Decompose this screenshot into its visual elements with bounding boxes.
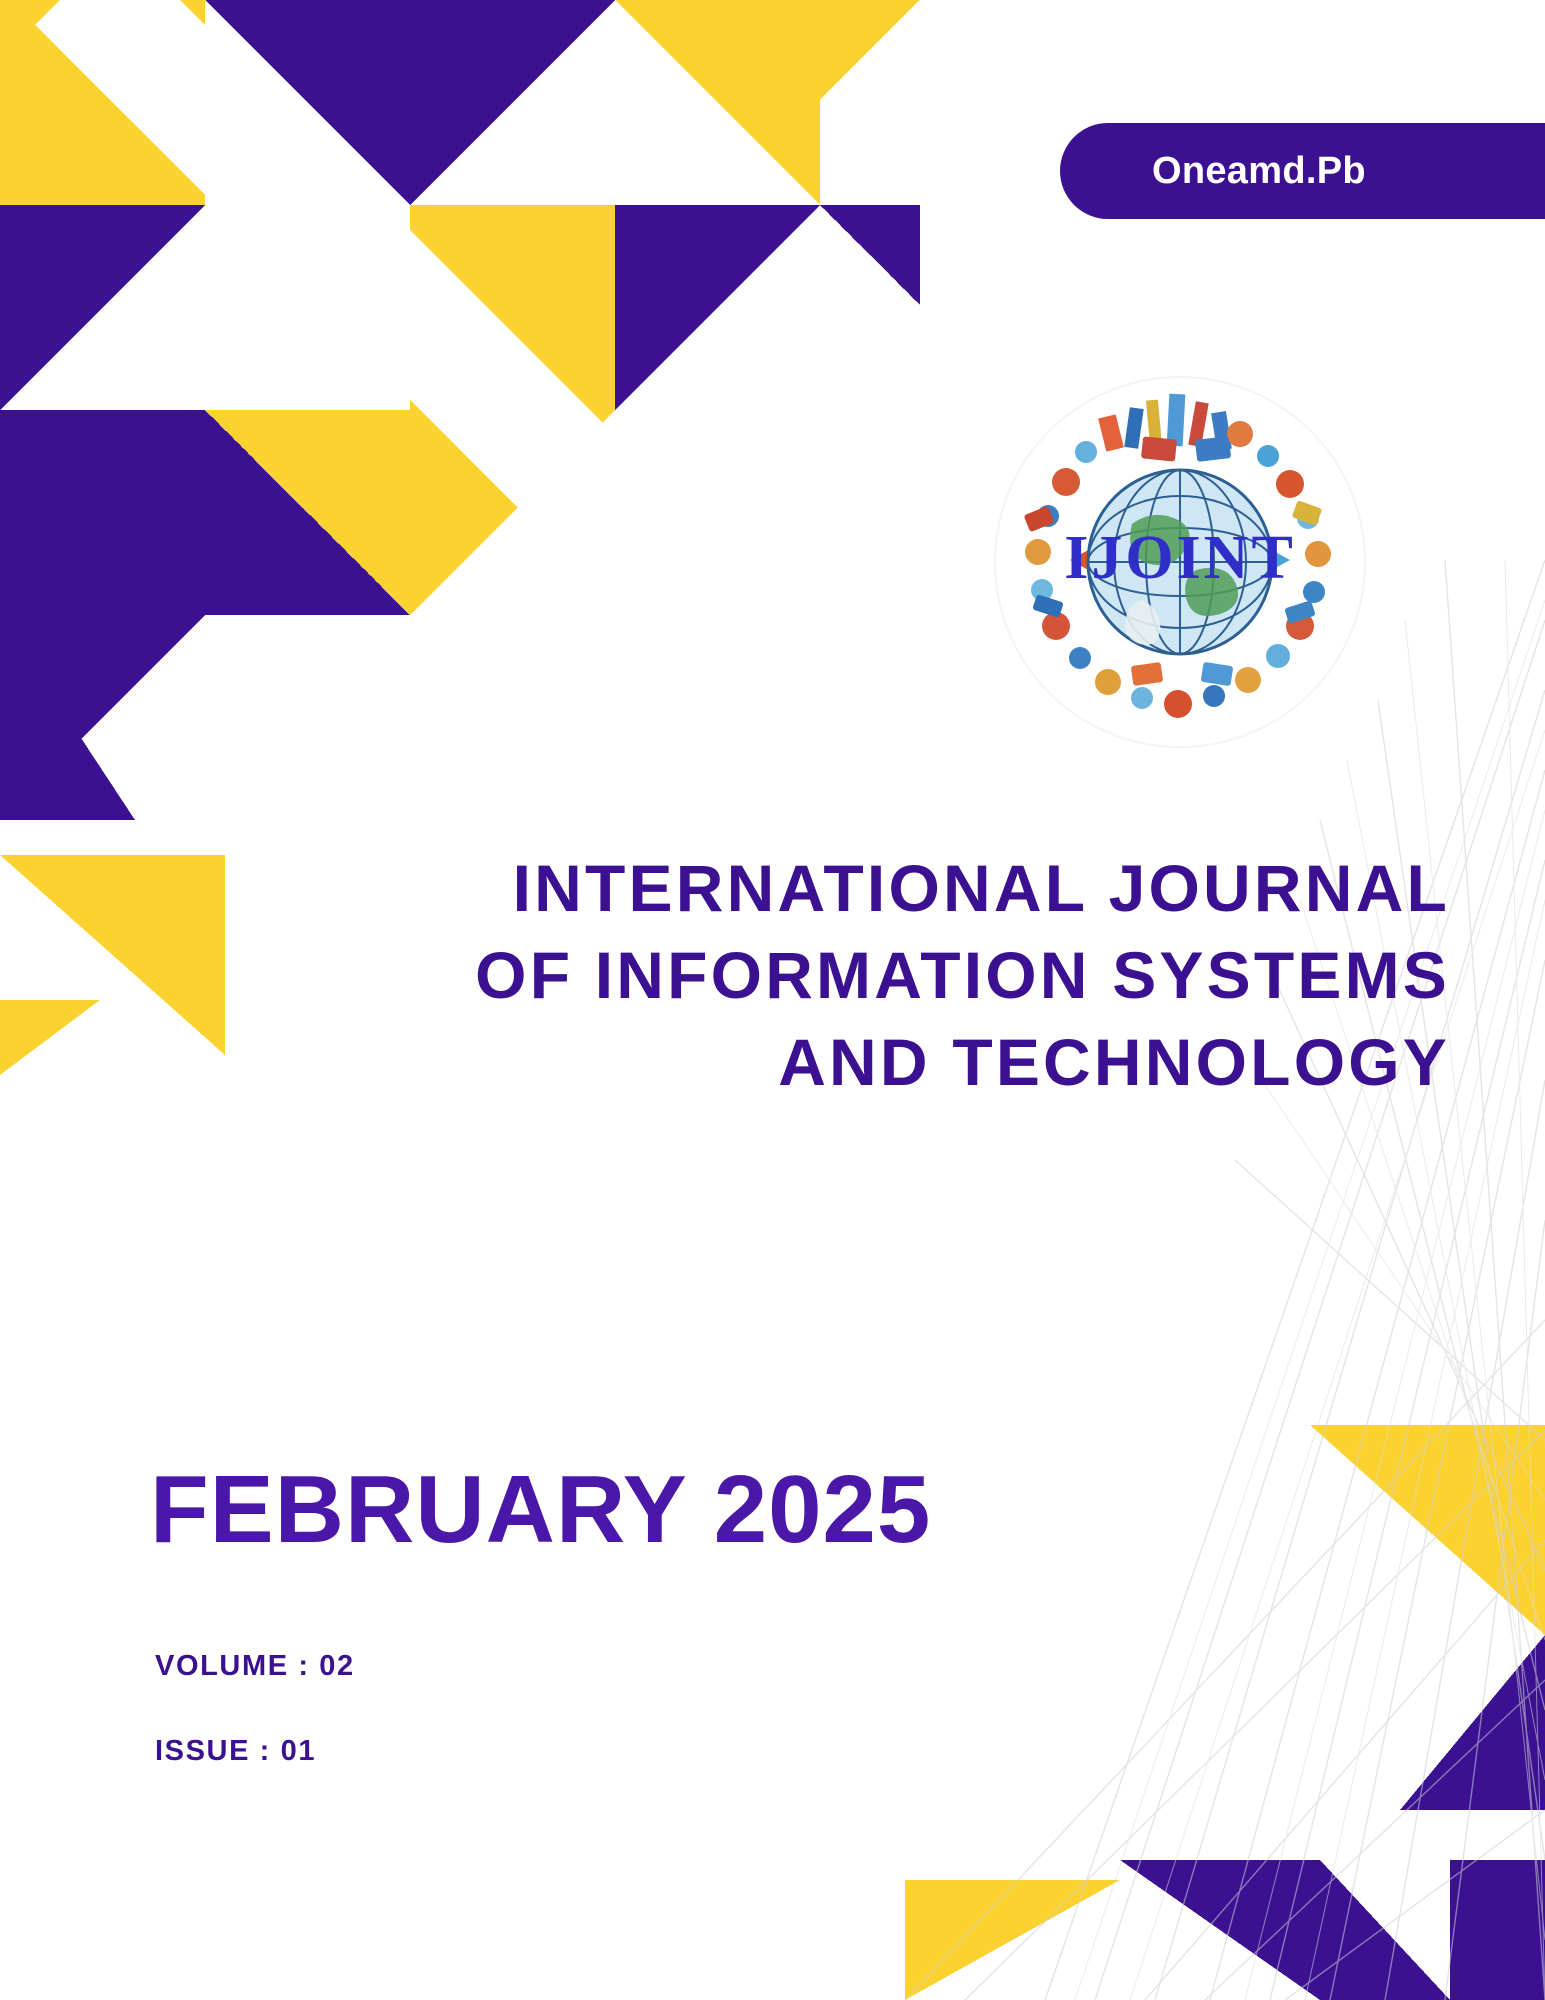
decorative-triangle-purple: [615, 205, 820, 410]
page-title-line-1: INTERNATIONAL JOURNAL: [512, 851, 1450, 925]
decorative-square-purple: [0, 410, 205, 615]
decorative-triangle-purple: [0, 205, 205, 410]
journal-logo-text: IJOINT: [1064, 524, 1296, 592]
decorative-triangle-yellow: [615, 0, 820, 205]
decorative-triangle-white: [1320, 1860, 1450, 2000]
decorative-triangle-yellow: [1310, 1425, 1545, 1635]
page-title-line-2: OF INFORMATION SYSTEMS: [475, 938, 1450, 1013]
journal-logo-graphic: [982, 364, 1378, 760]
publisher-label: Oneamd.Pb: [1152, 149, 1366, 192]
page-title-line-3: AND TECHNOLOGY: [778, 1025, 1450, 1100]
page-title: [180, 845, 1450, 1106]
decorative-triangle-purple: [0, 615, 135, 820]
publisher-badge: [1060, 123, 1545, 219]
decorative-triangle-purple: [1400, 1635, 1545, 1810]
decorative-triangle-yellow: [905, 1880, 1120, 2000]
issue-label: ISSUE : 01: [155, 1735, 317, 1767]
issue-date: FEBRUARY 2025: [150, 1456, 932, 1563]
decorative-triangle-purple: [1120, 1860, 1320, 2000]
decorative-triangle-purple: [820, 205, 920, 305]
decorative-triangle-purple: [410, 0, 615, 205]
decorative-triangle-yellow: [820, 0, 920, 100]
decorative-triangle-purple: [205, 410, 410, 615]
volume-label: VOLUME : 02: [155, 1650, 355, 1682]
journal-logo: [982, 364, 1378, 760]
